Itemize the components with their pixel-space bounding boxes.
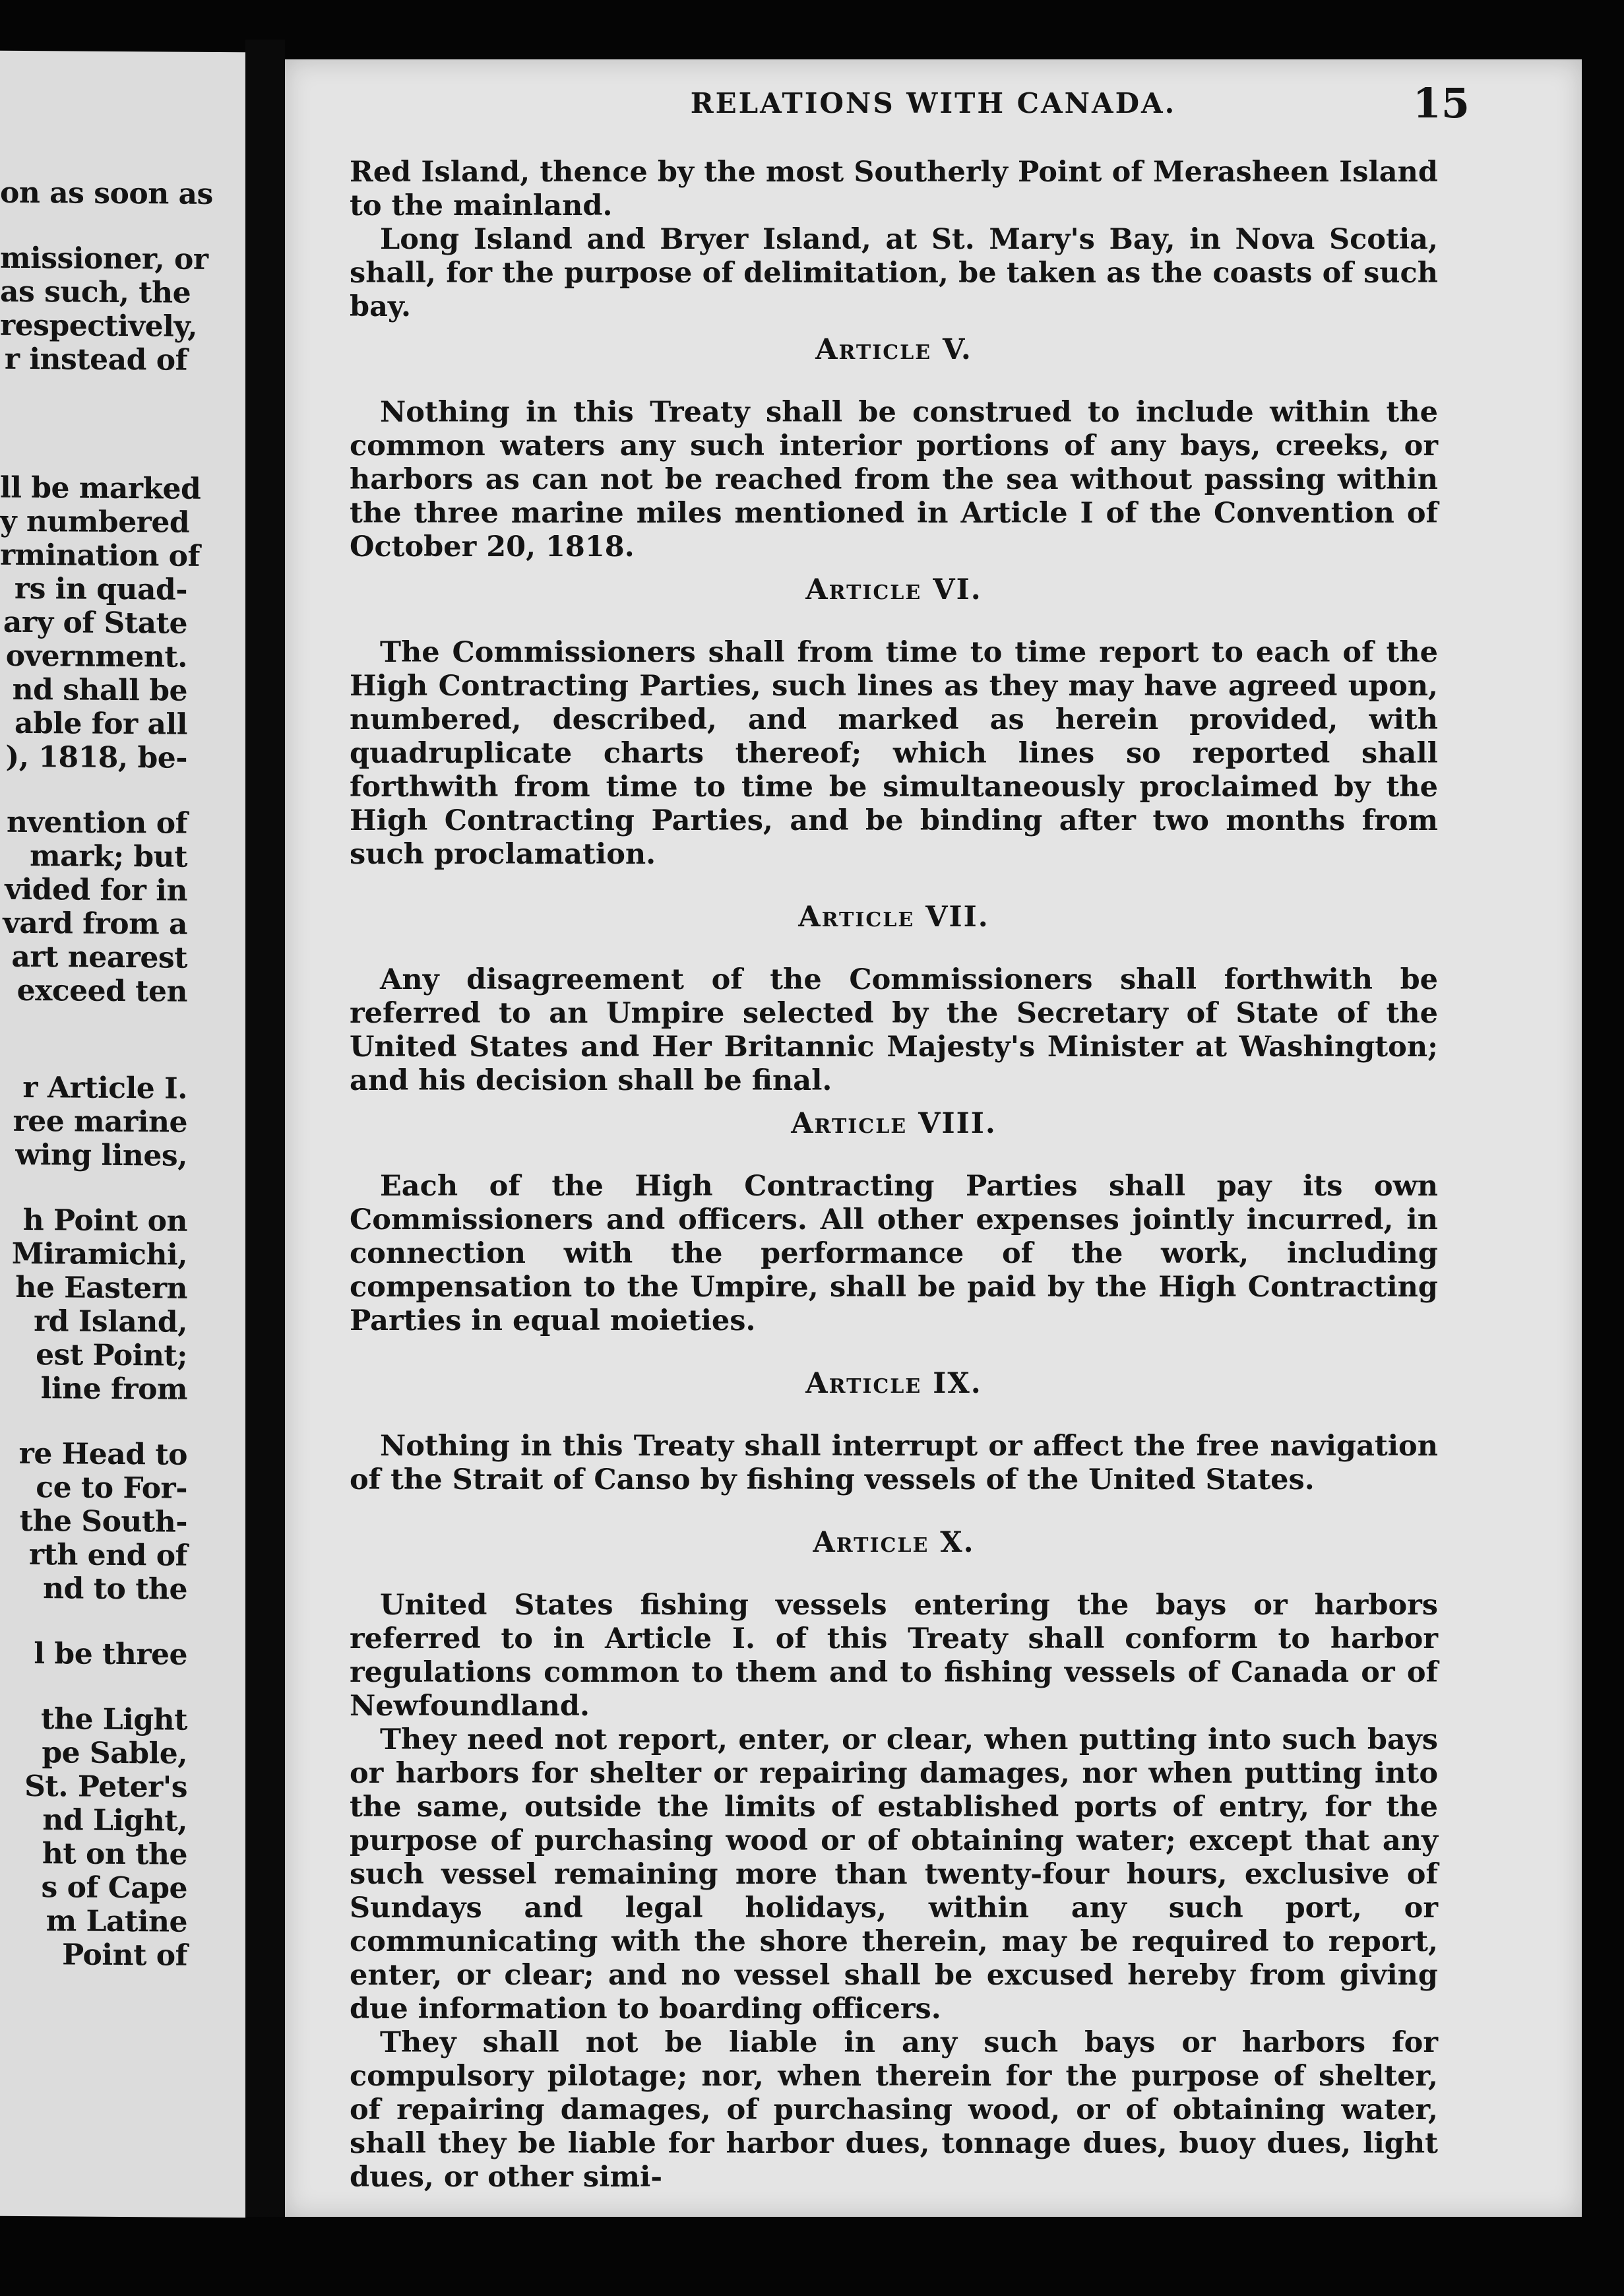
- article-text: Nothing in this Treaty shall be construed to include within the common waters any such interior portions of any bays, creeks, or harbors as can not be reached from the sea without passing within the three marine miles mentioned in Article I of the Convention of October 20, 1818.: [350, 396, 1438, 563]
- left-page-text: [0, 176, 245, 1973]
- left-page-line: respectively,: [0, 308, 197, 344]
- left-page-line: rth end of: [28, 1538, 187, 1573]
- left-page-line: line from: [40, 1372, 187, 1407]
- left-page-line: l be three: [34, 1637, 187, 1672]
- left-page-line: art nearest: [11, 940, 187, 975]
- article-heading: Article X.: [813, 1526, 975, 1559]
- left-page-line: m Latine: [46, 1904, 187, 1939]
- left-page-line: the South-: [19, 1504, 187, 1539]
- left-page-line: [0, 376, 245, 410]
- left-page-line: y numbered: [0, 504, 190, 540]
- left-page-line: [0, 1605, 245, 1639]
- left-page-line: nd shall be: [12, 672, 187, 708]
- left-page-line: r instead of: [4, 342, 187, 377]
- left-page-line: nd Light,: [42, 1803, 187, 1838]
- page-number: 15: [1412, 79, 1470, 127]
- left-page-line: ll be marked: [0, 470, 201, 506]
- left-page-line: vided for in: [5, 872, 187, 908]
- article-text: United States fishing vessels entering the bays or harbors referred to in Article I. of this Treaty shall conform to harbor regulations common to them and to fishing vessels of Canada or of Newfoundland.: [350, 1589, 1438, 1723]
- left-page-line: pe Sable,: [42, 1736, 187, 1771]
- left-page-line: [0, 439, 245, 473]
- left-page-line: wing lines,: [15, 1137, 187, 1173]
- article-heading: Article VIII.: [791, 1107, 997, 1140]
- article-text: They shall not be liable in any such bays or harbors for compulsory pilotage; nor, when therein for the purpose of shelter, of repairing damages, of purchasing wood, or of obtaining water, shall they be liable for harbor dues, tonnage dues, buoy dues, light dues, or other simi-: [350, 2026, 1438, 2194]
- left-page-line: ), 1818, be-: [5, 740, 187, 775]
- left-page-line: overnment.: [5, 639, 187, 674]
- left-page-line: rd Island,: [34, 1304, 187, 1339]
- left-page-line: [0, 1671, 245, 1704]
- left-page-fragment: [0, 51, 245, 2218]
- right-page: [285, 59, 1582, 2217]
- left-page-line: rmination of: [0, 538, 200, 573]
- left-page-line: Miramichi,: [11, 1236, 187, 1272]
- book-gutter: [245, 40, 285, 2217]
- left-page-line: mark; but: [30, 839, 187, 874]
- left-page-line: ree marine: [13, 1104, 187, 1139]
- left-page-line: ce to For-: [36, 1471, 187, 1506]
- left-page-line: nd to the: [43, 1572, 187, 1607]
- article-text: Any disagreement of the Commissioners shall forthwith be referred to an Umpire selected by the Secretary of State of the United States and Her Britannic Majesty's Minister at Washington; and his decision shall be final.: [350, 963, 1438, 1097]
- left-page-line: [0, 1405, 245, 1439]
- left-page-line: [0, 1039, 245, 1073]
- article-heading: Article V.: [815, 333, 972, 366]
- left-page-line: nvention of: [6, 805, 187, 841]
- left-page-line: on as soon as: [0, 175, 213, 211]
- paragraph: Long Island and Bryer Island, at St. Mary's Bay, in Nova Scotia, shall, for the purpose of delimitation, be taken as the coasts of such bay.: [350, 223, 1438, 323]
- article-text: Nothing in this Treaty shall interrupt or affect the free navigation of the Strait of Canso by fishing vessels of the United States.: [350, 1430, 1438, 1496]
- left-page-line: exceed ten: [16, 973, 187, 1009]
- left-page-line: rs in quad-: [14, 571, 187, 607]
- left-page-line: missioner, or: [0, 241, 208, 276]
- left-page-line: Point of: [62, 1938, 187, 1973]
- left-page-line: s of Cape: [41, 1870, 187, 1905]
- left-page-line: h Point on: [22, 1203, 187, 1238]
- page-body: [350, 156, 1438, 2194]
- article-text: The Commissioners shall from time to time report to each of the High Contracting Parties, such lines as they may have agreed upon, numbered, described, and marked as herein provided, with quadruplicate charts thereof; which lines so reported shall forthwith from time to time be simultaneously proclaimed by the High Contracting Parties, and be binding after two months from such proclamation.: [350, 636, 1438, 871]
- left-page-line: the Light: [41, 1702, 187, 1737]
- left-page-line: [0, 1172, 245, 1205]
- left-page-line: St. Peter's: [24, 1769, 187, 1804]
- left-page-line: [0, 774, 245, 808]
- left-page-line: as such, the: [0, 274, 191, 310]
- left-page-line: ary of State: [3, 605, 187, 641]
- article-text: They need not report, enter, or clear, when putting into such bays or harbors for shelter or repairing damages, nor when putting into the same, outside the limits of established ports of entry, for the purpose of purchasing wood or of obtaining water; except that any such vessel remaining more than twenty-four hours, exclusive of Sundays and legal holidays, within any such port, or communicating with the shore therein, may be required to report, enter, or clear; and no vessel shall be excused hereby from giving due information to boarding officers.: [350, 1723, 1438, 2025]
- article-text: Each of the High Contracting Parties shall pay its own Commissioners and officers. All other expenses jointly incurred, in connection with the performance of the work, including compensation to the Umpire, shall be paid by the High Contracting Parties in equal moieties.: [350, 1170, 1438, 1337]
- left-page-line: [0, 1007, 245, 1041]
- article-heading: Article VII.: [798, 901, 989, 934]
- left-page-line: able for all: [14, 706, 187, 742]
- left-page-line: vard from a: [3, 906, 187, 941]
- left-page-line: est Point;: [36, 1338, 187, 1373]
- article-heading: Article VI.: [805, 573, 982, 606]
- left-page-line: [0, 408, 245, 441]
- paragraph: Red Island, thence by the most Southerly Point of Merasheen Island to the mainland.: [350, 156, 1438, 222]
- left-page-line: he Eastern: [15, 1270, 187, 1306]
- left-page-line: [0, 210, 245, 243]
- left-page-line: re Head to: [18, 1436, 187, 1472]
- article-heading: Article IX.: [805, 1367, 982, 1400]
- page-header: [285, 79, 1582, 127]
- left-page-line: ht on the: [42, 1837, 187, 1872]
- left-page-line: r Article I.: [22, 1070, 187, 1106]
- running-head: RELATIONS WITH CANADA.: [690, 87, 1177, 119]
